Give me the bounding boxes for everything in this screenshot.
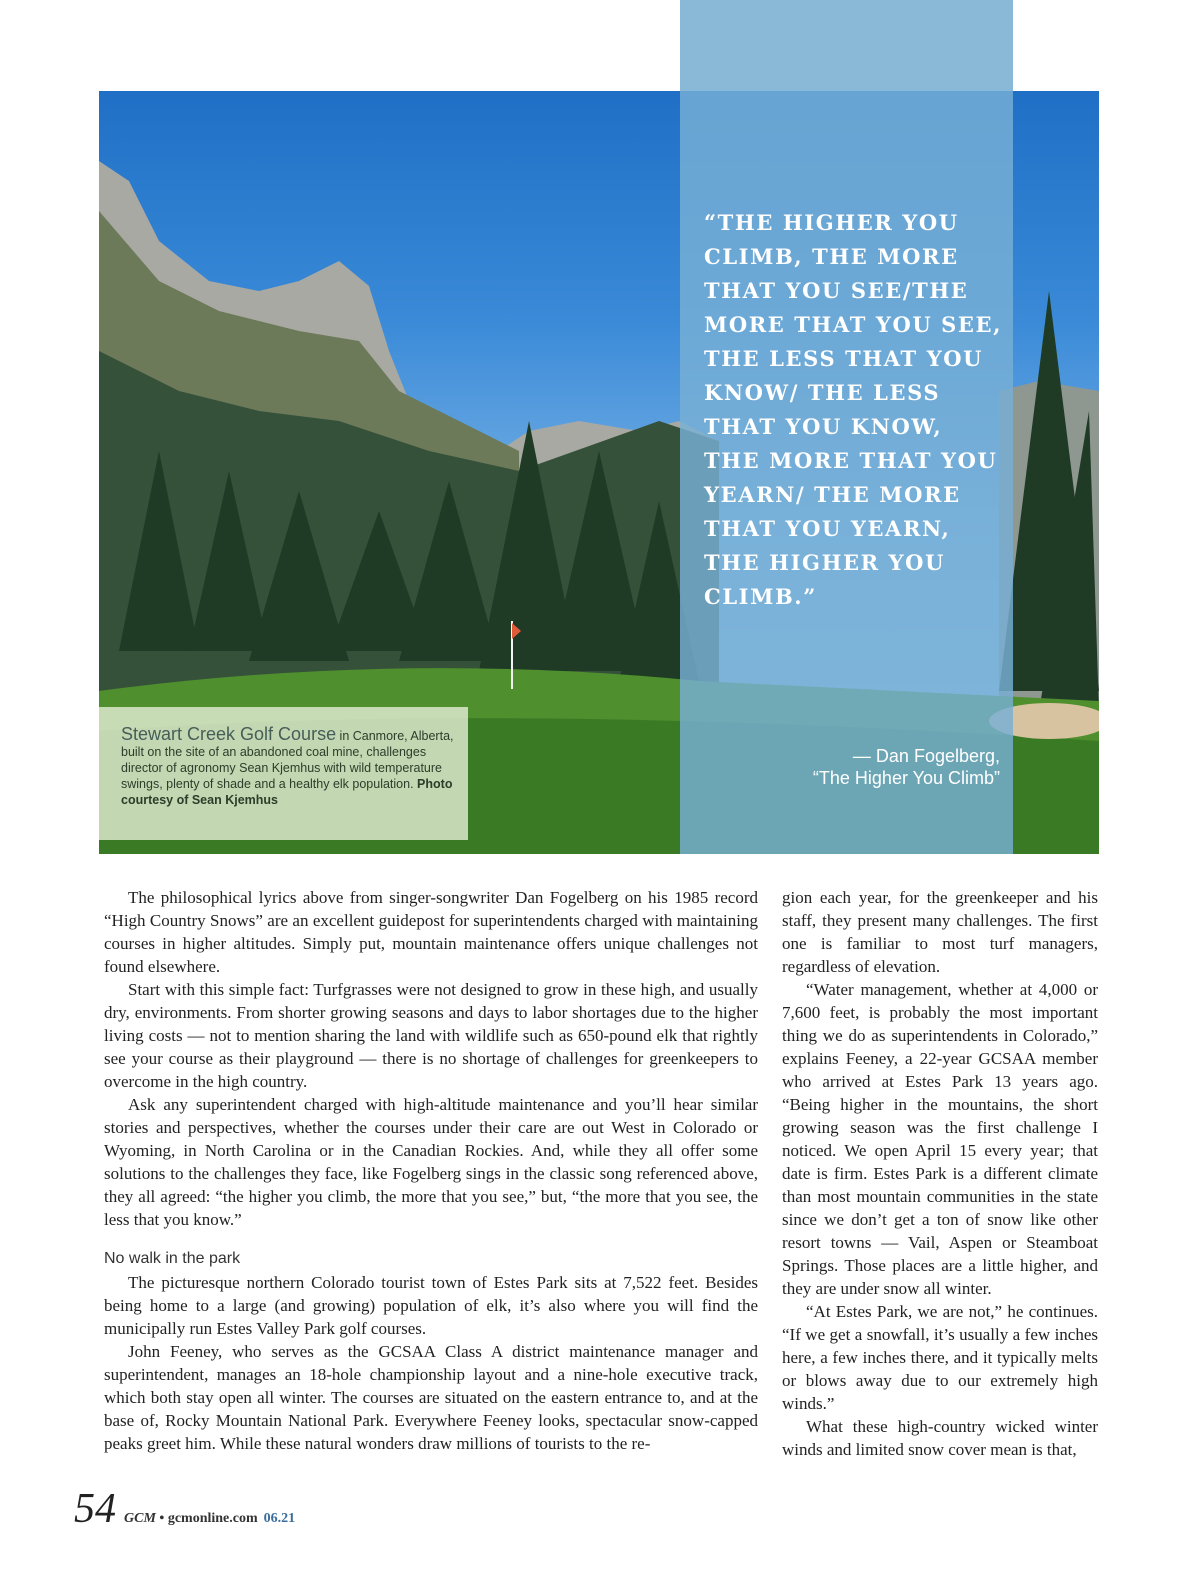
photo-caption [99,707,468,840]
pull-quote-attribution-line2: “The Higher You Climb” [812,768,1000,788]
article-paragraph: John Feeney, who serves as the GCSAA Class A district maintenance manager and superintendent, manages an 18-hole championship layout and a nine-hole executive track, which both stay open all winter. The courses are situated on the eastern entrance to, and at the base of, Rocky Mountain National Park. Everywhere Feeney looks, spectacular snow-capped peaks greet him. While these natural wonders draw millions of tourists to the re- [104,1342,758,1453]
footer-separator: • [155,1511,168,1526]
caption-text: in Canmore, Alberta, built on the site of an abandoned coal mine, challenges director of agronomy Sean Kjemhus with wild temperature swings, plenty of shade and a healthy elk population. [121,729,454,791]
article-paragraph: “At Estes Park, we are not,” he continues. “If we get a snowfall, it’s usually a few inches here, a few inches there, and it typically melts or blows away due to our extremely high winds.” [782,1302,1098,1413]
article-paragraph: gion each year, for the greenkeeper and his staff, they present many challenges. The first one is familiar to most turf managers, regardless of elevation. [782,888,1098,976]
page-number: 54 [74,1486,116,1532]
pull-quote-attribution [704,745,1000,789]
pull-quote-text: “THE HIGHER YOU CLIMB, THE MORE THAT YOU SEE/THE MORE THAT YOU SEE, THE LESS THAT YOU KNOW/ THE LESS THAT YOU KNOW, THE MORE THAT YOU YEARN/ THE MORE THAT YOU YEARN, THE HIGHER YOU CLIMB.” [704,210,1003,609]
article-column-right [782,886,1098,1461]
article-paragraph: The philosophical lyrics above from singer-songwriter Dan Fogelberg on his 1985 record “High Country Snows” are an excellent guidepost for superintendents charged with maintaining courses in higher altitudes. Simply put, mountain maintenance offers unique challenges not found elsewhere. [104,888,758,976]
website-link[interactable]: gcmonline.com [167,1511,258,1526]
caption-title: Stewart Creek Golf Course [121,724,337,744]
issue-date: 06.21 [263,1511,296,1526]
pull-quote-band-top [680,0,1013,91]
article-paragraph: Ask any superintendent charged with high-altitude maintenance and you’ll hear similar stories and perspectives, whether the courses under their care are out West in Colorado or Wyoming, in North Carolina or in the Canadian Rockies. And, while they all offer some solutions to the challenges they face, like Fogelberg sings in the classic song referenced above, they all agreed: “the higher you climb, the more that you see,” but, “the more that you see, the less that you know.” [104,1095,758,1229]
article-paragraph: “Water management, whether at 4,000 or 7,600 feet, is probably the most important thing we do as superintendents in Colorado,” explains Feeney, a 22-year GCSAA member who arrived at Estes Park 13 years ago. “Being higher in the mountains, the short growing season was the first challenge I noticed. We open April 15 every year; that date is firm. Estes Park is a different climate than most mountain communities in the state since we don’t get a ton of snow like other resort towns — Vail, Aspen or Steamboat Springs. Those places are a little higher, and they are under snow all winter. [782,980,1098,1298]
article-column-left [104,886,758,1455]
article-paragraph: What these high-country wicked winter winds and limited snow cover mean is that, [782,1417,1098,1459]
caption-credit: Photo courtesy of Sean Kjemhus [121,777,453,807]
publication-name: GCM [124,1511,156,1526]
section-subhead: No walk in the park [104,1250,241,1267]
article-paragraph: The picturesque northern Colorado tourist town of Estes Park sits at 7,522 feet. Besides being home to a large (and growing) population of elk, it’s also where you will find the municipally run Estes Valley Park golf courses. [104,1273,758,1338]
pull-quote-attribution-line1: — Dan Fogelberg, [852,746,1000,766]
page-footer [74,1485,295,1533]
article-paragraph: Start with this simple fact: Turfgrasses were not designed to grow in these high, and usually dry, environments. From shorter growing seasons and days to labor shortages due to the higher living costs — not to mention sharing the land with wildlife such as 650-pound elk that rightly see your course as their playground — there is no shortage of challenges for greenkeepers to overcome in the high country. [104,980,758,1091]
